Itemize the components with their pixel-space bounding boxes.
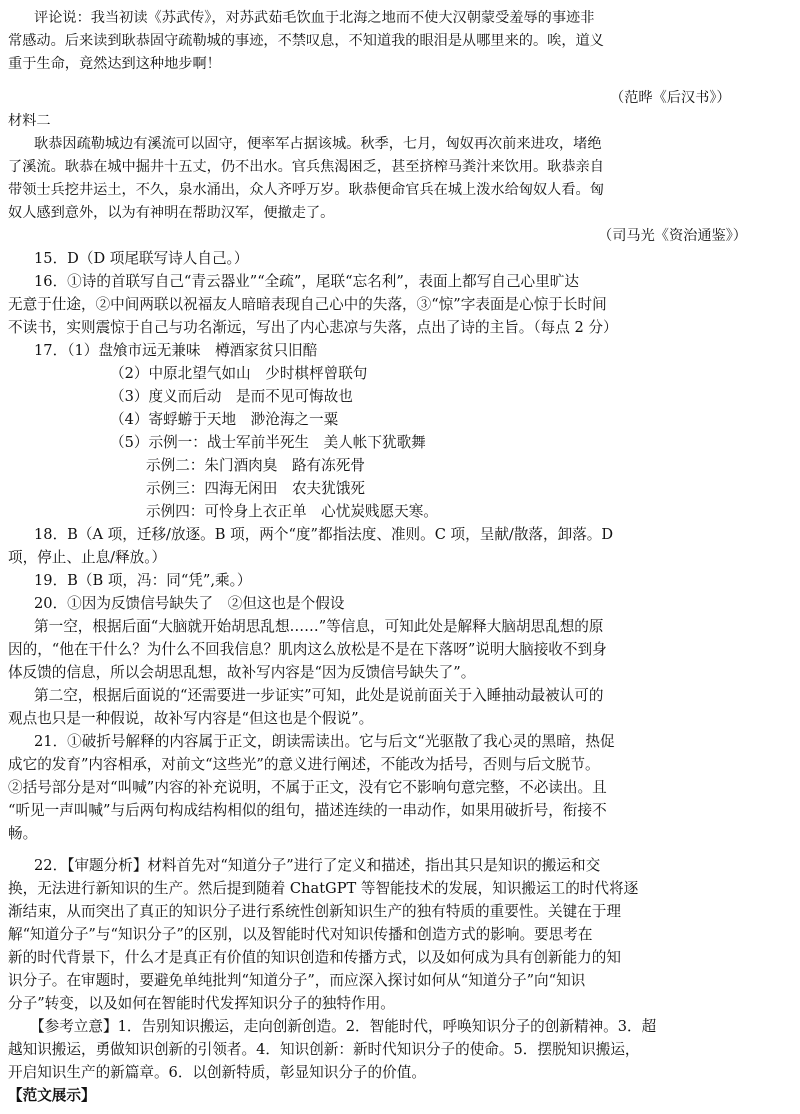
answer-18-line: 项，停止、止息/释放。） (8, 549, 167, 566)
answer-21-line: 成它的发育”内容相承，对前文“这些光”的意义进行阐述，不能改为括号，否则与后文脱节。 (8, 756, 600, 773)
answer-16-line: 无意于仕途，②中间两联以祝福友人暗暗表现自己心中的失落，③“惊”字表面是心惊于长时间 (8, 296, 607, 313)
material-one-comment-line: 常感动。后来读到耿恭固守疏勒城的事迹，不禁叹息，不知道我的眼泪是从哪里来的。唉，道义 (8, 33, 604, 49)
answer-17-line: （5）示例一：战士军前半死生 美人帐下犹歌舞 (110, 434, 426, 451)
answer-17-line: 17．（1）盘飧市远无兼味 樽酒家贫只旧醅 (34, 342, 318, 359)
answer-22-analysis-line: 新的时代背景下，什么才是真正有价值的知识创造和传播方式，以及如何成为具有创新能力的知 (8, 949, 621, 966)
answer-22-analysis-line: 渐结束，从而突出了真正的知识分子进行系统性创新知识生产的独有特质的重要性。关键在于理 (8, 903, 621, 920)
answer-21-line: 畅。 (8, 825, 38, 842)
answer-20-line: 体反馈的信息，所以会胡思乱想，故补写内容是“因为反馈信号缺失了”。 (8, 664, 476, 681)
answer-17-line: 示例三：四海无闲田 农夫犹饿死 (146, 480, 365, 497)
answer-16-line: 16．①诗的首联写自己“青云器业”“全疏”，尾联“忘名利”，表面上都写自己心里旷达 (34, 273, 579, 290)
material-two-line: 耿恭因疏勒城边有溪流可以固守，便率军占据该城。秋季，七月，匈奴再次前来进攻，堵绝 (34, 136, 602, 152)
material-one-comment-line: 重于生命，竟然达到这种地步啊！ (8, 56, 221, 72)
answer-20-line: 第二空，根据后面说的“还需要进一步证实”可知，此处是说前面关于入睡抽动最被认可的 (34, 687, 604, 704)
answer-22-analysis-line: 分子”转变，以及如何在智能时代发挥知识分子的独特作用。 (8, 995, 395, 1012)
answer-17-line: （2）中原北望气如山 少时棋枰曾联句 (110, 365, 368, 382)
answer-18-line: 18．B（A 项，迁移/放逐。B 项，两个“度”都指法度、准则。C 项，呈献/散落，卸落。D (34, 526, 614, 543)
answer-21-line: “听见一声叫喊”与后两句构成结构相似的组句，描述连续的一串动作，如果用破折号，衔接不 (8, 802, 607, 819)
answer-17-line: （3）度义而后动 是而不见可悔故也 (110, 388, 353, 405)
answer-16-line: 不读书，实则震惊于自己与功名渐远，写出了内心悲凉与失落，点出了诗的主旨。（每点 2 分） (8, 319, 618, 336)
answer-21-line: ②括号部分是对“叫喊”内容的补充说明，不属于正文，没有它不影响句意完整，不必读出。且 (8, 779, 607, 796)
answer-22-analysis-line: 解“知道分子”与“知识分子”的区别，以及智能时代对知识传播和创造方式的影响。要思考在 (8, 926, 593, 943)
answer-20-line: 因的，“他在干什么？为什么不回我信息？肌肉这么放松是不是在下落呀”说明大脑接收不到身 (8, 641, 607, 658)
answer-22-analysis-line: 换，无法进行新知识的生产。然后提到随着 ChatGPT 等智能技术的发展，知识搬运工的时代将逐 (8, 880, 639, 897)
answer-22-analysis-line: 22．【审题分析】材料首先对“知道分子”进行了定义和描述，指出其只是知识的搬运和交 (34, 857, 601, 874)
material-two-source: （司马光《资治通鉴》） (598, 228, 747, 244)
answer-21-line: 21．①破折号解释的内容属于正文，朗读需读出。它与后文“光驱散了我心灵的黑暗，热促 (34, 733, 615, 750)
material-two-line: 奴人感到意外，以为有神明在帮助汉军，便撤走了。 (8, 205, 335, 221)
answer-20-line: 20．①因为反馈信号缺失了 ②但这也是个假设 (34, 595, 345, 612)
answer-22-ideas-line: 越知识搬运，勇做知识创新的引领者。4．知识创新：新时代知识分子的使命。5．摆脱知识搬运， (8, 1041, 640, 1058)
answer-17-line: （4）寄蜉蝣于天地 渺沧海之一粟 (110, 411, 339, 428)
answer-20-line: 第一空，根据后面“大脑就开始胡思乱想……”等信息，可知此处是解释大脑胡思乱想的原 (34, 618, 604, 635)
answer-20-line: 观点也只是一种假说，故补写内容是“但这也是个假说”。 (8, 710, 374, 727)
answer-17-line: 示例四：可怜身上衣正单 心忧炭贱愿天寒。 (146, 503, 438, 520)
answer-15: 15．D（D 项尾联写诗人自己。） (34, 250, 249, 267)
answer-22-ideas-line: 【参考立意】1．告别知识搬运，走向创新创造。2．智能时代，呼唤知识分子的创新精神。3．超 (30, 1018, 657, 1035)
material-one-comment-line: 评论说：我当初读《苏武传》，对苏武茹毛饮血于北海之地而不使大汉朝蒙受羞辱的事迹非 (34, 10, 595, 26)
material-two-line: 了溪流。耿恭在城中掘井十五丈，仍不出水。官兵焦渴困乏，甚至挤榨马粪汁来饮用。耿恭亲自 (8, 159, 604, 175)
material-one-source: （范晔《后汉书》） (610, 90, 731, 106)
material-two-heading: 材料二 (8, 113, 51, 129)
answer-22-ideas-line: 开启知识生产的新篇章。6．以创新特质，彰显知识分子的价值。 (8, 1064, 426, 1081)
answer-22-analysis-line: 识分子。在审题时，要避免单纯批判“知道分子”，而应深入探讨如何从“知道分子”向“知识 (8, 972, 586, 989)
material-two-line: 带领士兵挖井运土，不久，泉水涌出，众人齐呼万岁。耿恭便命官兵在城上泼水给匈奴人看。匈 (8, 182, 604, 198)
sample-essay-heading: 【范文展示】 (8, 1087, 96, 1104)
answer-19: 19．B（B 项，冯：同“凭”,乘。） (34, 572, 252, 589)
answer-17-line: 示例二：朱门酒肉臭 路有冻死骨 (146, 457, 365, 474)
